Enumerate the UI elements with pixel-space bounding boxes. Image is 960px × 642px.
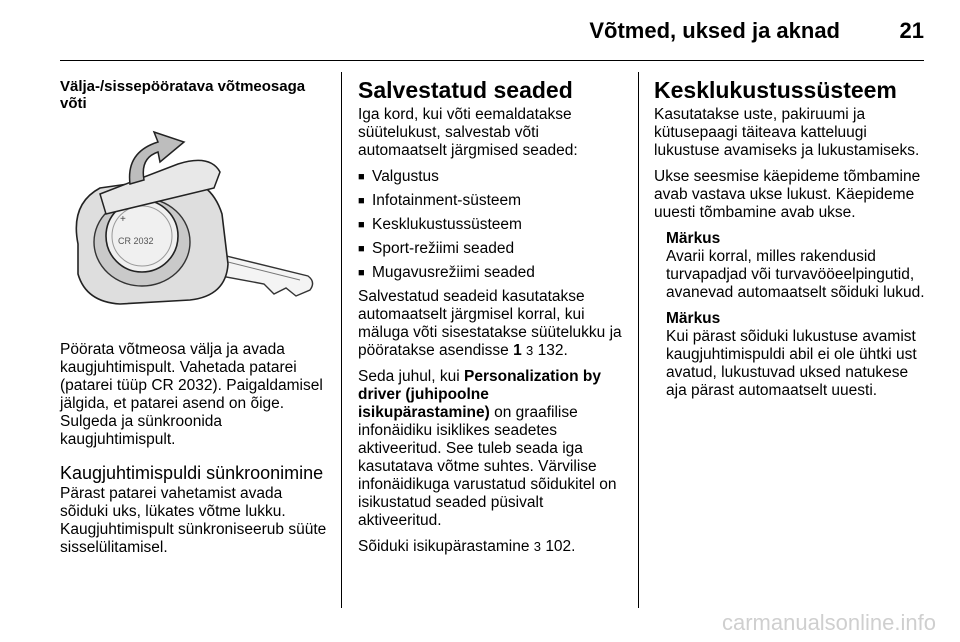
column-2	[358, 78, 622, 564]
list-item: ■ Sport-režiimi seaded	[358, 240, 515, 257]
watermark: carmanualsonline.info	[721, 610, 936, 635]
column-3	[654, 78, 926, 408]
list-item: ■ Valgustus	[358, 168, 439, 185]
note-crash-unlock	[666, 230, 926, 302]
header-title: Võtmed, uksed ja aknad	[589, 18, 840, 43]
list-item: ■ Kesklukustussüsteem	[358, 216, 522, 233]
ignition-position: 1	[513, 342, 522, 359]
key-subheading: Välja-/sissepööratava võtmeosaga võti	[60, 78, 306, 112]
battery-replacement-text: Pöörata võtmeosa välja ja avada kaugjuhtimispult. Vahetada patarei (patarei tüüp CR 2032). Paigaldamisel jälgida, et patarei asend on õige. Sulgeda ja sünkroonida kaugjuhtimispult.	[60, 341, 323, 448]
page-reference-arrow-icon: 3	[526, 343, 534, 358]
saved-settings-heading: Salvestatud seaded	[358, 77, 573, 103]
vehicle-personalization-reference: Sõiduki isikupärastamine 3 102.	[358, 538, 576, 555]
sync-heading: Kaugjuhtimispuldi sünkroonimine	[60, 463, 324, 483]
battery-sign: +	[120, 214, 126, 225]
page-number: 21	[899, 18, 924, 43]
personalization-text: Seda juhul, kui Personalization by driver (juhipoolne isikupärastamine) on graafilise infonäidiku isiklikes seadetes aktiveeritud. See tuleb seada iga kasutatava võtme suhtes. Värvilise infonäidikuga varustatud sõidukitel on isikustatud seaded püsivalt aktiveeritud.	[358, 368, 617, 529]
door-handle-text: Ukse seesmise käepideme tõmbamine avab vastava ukse lukust. Käepideme uuesti tõmbamine avab ukse.	[654, 168, 921, 221]
battery-type-label: CR 2032	[118, 236, 154, 246]
note-label: Märkus	[666, 310, 721, 327]
page-reference-link[interactable]: 132.	[537, 342, 568, 359]
page-reference-link[interactable]: 102.	[545, 538, 576, 555]
header-rule	[60, 60, 924, 61]
saved-settings-intro: Iga kord, kui võti eemaldatakse süütelukust, salvestab võti automaatselt järgmised seaded:	[358, 106, 578, 159]
note-text: Kui pärast sõiduki lukustuse avamist kaugjuhtimispuldi abil ei ole ühtki ust avatud, lukustuvad uksed natukese aja pärast automaatselt uuesti.	[666, 328, 917, 399]
note-text: Avarii korral, milles rakendusid turvapadjad või turvavööeelpingutid, avanevad automaatselt sõiduki lukud.	[666, 248, 925, 301]
column-1	[60, 78, 332, 565]
column-divider-right	[638, 72, 639, 608]
note-auto-relock	[666, 310, 926, 400]
saved-settings-usage-text: Salvestatud seadeid kasutatakse automaatselt järgmisel korral, kui mäluga võti sisestatakse süütelukku ja pööratakse asendisse 1 3 132.	[358, 288, 622, 359]
page-reference-arrow-icon: 3	[533, 539, 541, 554]
note-label: Märkus	[666, 230, 721, 247]
central-locking-intro: Kasutatakse uste, pakiruumi ja kütusepaagi täiteava katteluugi lukustuse avamiseks ja lukustamiseks.	[654, 106, 920, 159]
list-item: ■ Infotainment-süsteem	[358, 192, 522, 209]
central-locking-heading: Kesklukustussüsteem	[654, 77, 897, 103]
column-divider-left	[341, 72, 342, 608]
personalization-setting-name: Personalization by driver (juhipoolne isikupärastamine)	[358, 368, 601, 421]
list-item: ■ Mugavusrežiimi seaded	[358, 264, 535, 281]
sync-text: Pärast patarei vahetamist avada sõiduki uks, lükates võtme lukku. Kaugjuhtimispult sünkroniseerub süüte sisselülitamisel.	[60, 485, 327, 556]
key-battery-illustration	[60, 124, 322, 314]
